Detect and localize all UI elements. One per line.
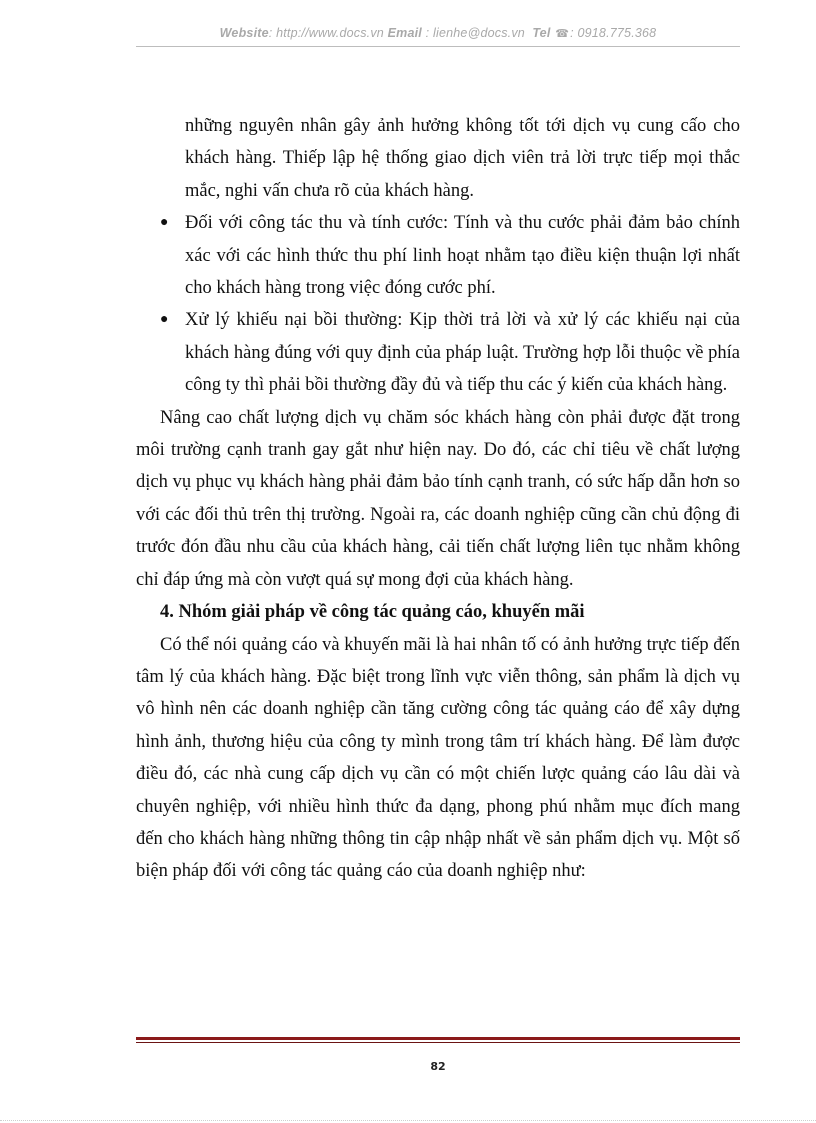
- footer-divider-thin: [136, 1042, 740, 1043]
- page-number: 82: [430, 1060, 446, 1073]
- document-body: [136, 110, 740, 888]
- bullet-icon: ●: [160, 312, 169, 328]
- bullet-text: Xử lý khiếu nại bồi thường: Kịp thời trả lời và xử lý các khiếu nại của khách hàng đúng với quy định của pháp luật. Trường hợp lỗi thuộc về phía công ty thì phải bồi thường đầy đủ và tiếp thu các ý kiến của khách hàng.: [185, 310, 740, 396]
- page-header: [136, 26, 740, 40]
- continuation-paragraph: những nguyên nhân gây ảnh hưởng không tốt tới dịch vụ cung cấo cho khách hàng. Thiếp lập hệ thống giao dịch viên trả lời trực tiếp mọi thắc mắc, nghi vấn chưa rõ của khách hàng.: [185, 116, 740, 201]
- website-url[interactable]: : http://www.docs.vn: [268, 26, 384, 40]
- body-paragraph: Nâng cao chất lượng dịch vụ chăm sóc khách hàng còn phải được đặt trong môi trường cạnh tranh gay gắt như hiện nay. Do đó, các chỉ tiêu về chất lượng dịch vụ phục vụ khách hàng phải đảm bảo tính cạnh tranh, có sức hấp dẫn hơn so với các đối thủ trên thị trường. Ngoài ra, các doanh nghiệp cũng cần chủ động đi trước đón đầu nhu cầu của khách hàng, cải tiến chất lượng liên tục nhằm không chỉ đáp ứng mà còn vượt quá sự mong đợi của khách hàng.: [136, 407, 740, 590]
- email-address[interactable]: : lienhe@docs.vn: [425, 26, 525, 40]
- footer-divider-thick: [136, 1037, 740, 1040]
- header-divider: [136, 46, 740, 47]
- page-edge-dotted-line: [0, 1120, 816, 1121]
- bullet-icon: ●: [160, 215, 169, 231]
- website-label: Website: [219, 26, 269, 40]
- phone-icon: ☎: [555, 28, 570, 40]
- tel-label: Tel: [532, 26, 551, 40]
- bullet-text: Đối với công tác thu và tính cước: Tính và thu cước phải đảm bảo chính xác với các hình thức thu phí linh hoạt nhằm tạo điều kiện thuận lợi nhất cho khách hàng trong việc đóng cước phí.: [185, 213, 740, 299]
- tel-number: : 0918.775.368: [570, 26, 657, 40]
- email-label: Email: [387, 26, 422, 40]
- bullet-item: [136, 304, 740, 401]
- body-paragraph: Có thể nói quảng cáo và khuyến mãi là hai nhân tố có ảnh hưởng trực tiếp đến tâm lý của khách hàng. Đặc biệt trong lĩnh vực viễn thông, sản phẩm là dịch vụ vô hình nên các doanh nghiệp cần tăng cường công tác quảng cáo để xây dựng hình ảnh, thương hiệu của công ty mình trong tâm trí khách hàng. Để làm được điều đó, các nhà cung cấp dịch vụ cần có một chiến lược quảng cáo lâu dài và chuyên nghiệp, với nhiều hình thức đa dạng, phong phú nhằm mục đích mang đến cho khách hàng những thông tin cập nhập nhất về sản phẩm dịch vụ. Một số biện pháp đối với công tác quảng cáo của doanh nghiệp như:: [136, 634, 740, 882]
- bullet-item: [136, 207, 740, 304]
- section-heading: 4. Nhóm giải pháp về công tác quảng cáo, khuyến mãi: [160, 602, 585, 623]
